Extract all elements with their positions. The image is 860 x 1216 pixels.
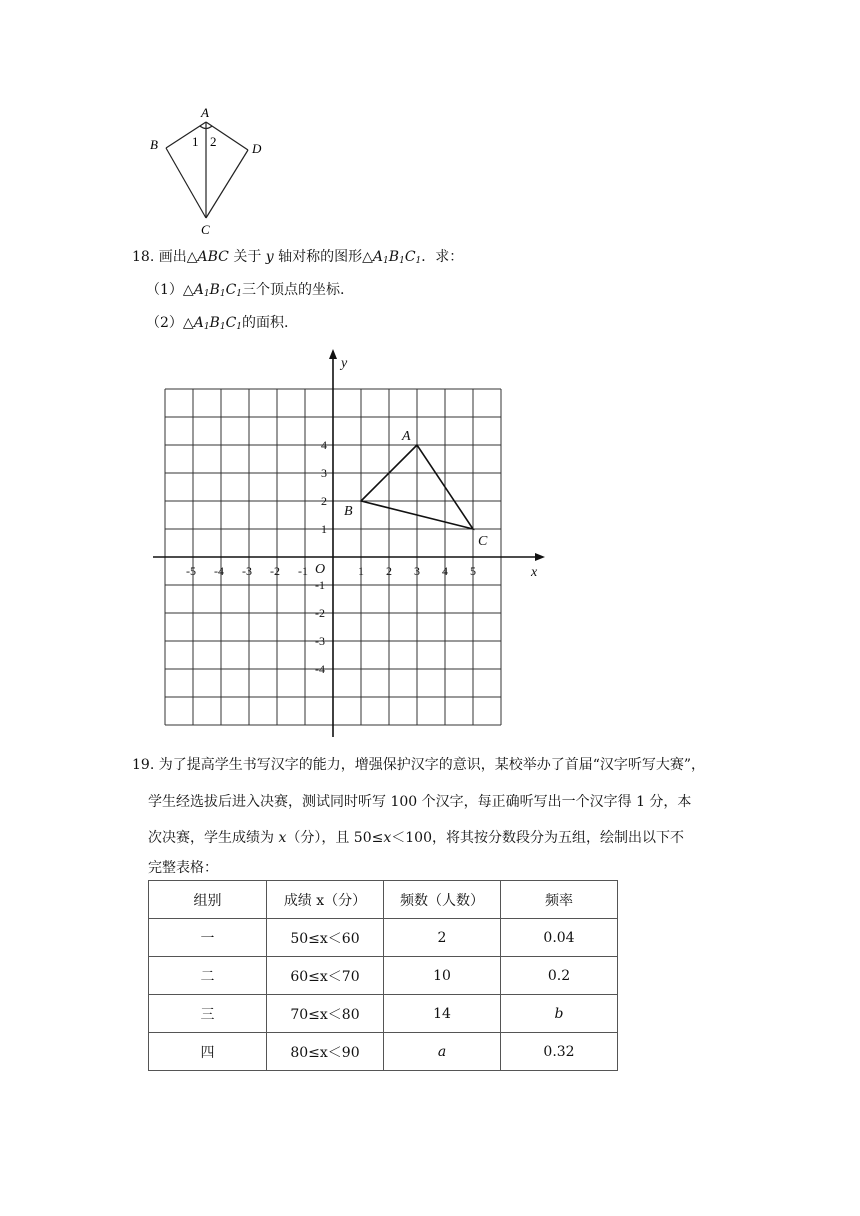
q18-part1 [146, 280, 344, 304]
y-axis-label: y [341, 356, 348, 371]
kite-label-c: C [201, 222, 210, 237]
q19-line-2: 学生经选拔后进入决赛，测试同时听写 100 个汉字，每正确听写出一个汉字得 1 分，本 [148, 794, 692, 810]
q19-stem [132, 755, 705, 775]
table-cell: 0.2 [501, 957, 618, 995]
table-cell: 0.04 [501, 919, 618, 957]
q18-stem [132, 247, 463, 271]
table-header-cell: 组别 [149, 881, 267, 919]
q18-stem-mid: 关于 [228, 249, 266, 265]
x-tick-label: -5 [186, 564, 196, 578]
table-cell: 80≤x＜90 [267, 1033, 384, 1071]
q19-var-x1: x [278, 830, 287, 846]
y-tick-label: 4 [321, 438, 327, 452]
table-cell: 70≤x＜80 [267, 995, 384, 1033]
q18-part1-prefix: （1）△ [146, 282, 194, 298]
table-cell: 10 [384, 957, 501, 995]
table-row [149, 919, 618, 957]
table-header-row [149, 881, 618, 919]
y-tick-label: 2 [321, 494, 327, 508]
q18-stem-pre: 画出△ [158, 249, 198, 265]
q18-stem-y: y [265, 249, 274, 265]
labels-layer [186, 356, 538, 676]
table-cell: 60≤x＜70 [267, 957, 384, 995]
x-tick-label: -1 [298, 564, 308, 578]
y-tick-label: -1 [315, 578, 325, 592]
q18-number: 18. [132, 249, 155, 265]
table-cell: 一 [149, 919, 267, 957]
table-cell: 三 [149, 995, 267, 1033]
table-cell: a [384, 1033, 501, 1071]
y-tick-label: -4 [315, 662, 325, 676]
y-tick-label: -3 [315, 634, 325, 648]
q18-part2-suffix: 的面积. [242, 315, 289, 331]
q18-stem-post: 轴对称的图形△ [273, 249, 373, 265]
table-cell: 50≤x＜60 [267, 919, 384, 957]
q19-var-x2: x [383, 830, 392, 846]
vertex-label-b: B [344, 504, 353, 519]
x-axis-arrow [535, 553, 545, 561]
q18-stem-end: ．求： [421, 249, 464, 265]
table-row [149, 1033, 618, 1071]
table-cell: 2 [384, 919, 501, 957]
x-tick-label: -2 [270, 564, 280, 578]
edge-bc [166, 148, 206, 218]
y-tick-label: 1 [321, 522, 327, 536]
table-cell: 四 [149, 1033, 267, 1071]
table-cell: 14 [384, 995, 501, 1033]
x-tick-label: 3 [414, 564, 420, 578]
q19-line-3 [148, 828, 684, 848]
kite-angle-1: 1 [192, 134, 199, 149]
x-axis-label: x [531, 565, 538, 580]
q18-a1: $A_1B_1C_1$ [372, 249, 422, 266]
coordinate-grid-figure [145, 345, 555, 740]
table-cell: 0.32 [501, 1033, 618, 1071]
q19-line-3b: （分），且 50≤ [286, 830, 384, 846]
vertex-label-a: A [402, 429, 411, 444]
x-tick-label: -4 [214, 564, 224, 578]
kite-angle-2: 2 [210, 134, 217, 149]
kite-label-b: B [150, 137, 158, 152]
x-tick-label: 4 [442, 564, 448, 578]
kite-figure [140, 100, 280, 240]
y-tick-label: 3 [321, 466, 327, 480]
kite-label-a: A [201, 105, 209, 120]
x-tick-label: 1 [358, 564, 364, 578]
q18-stem-abc: ABC [197, 249, 229, 265]
table-cell: b [501, 995, 618, 1033]
q19-line-1: 19. 为了提高学生书写汉字的能力，增强保护汉字的意识，某校举办了首届“汉字听写大赛”， [132, 757, 706, 773]
x-tick-label: 2 [386, 564, 392, 578]
x-tick-label: -3 [242, 564, 252, 578]
kite-label-d: D [252, 141, 262, 156]
q18-part2 [146, 313, 288, 337]
q19-line-3c: ＜100，将其按分数段分为五组，绘制出以下不 [391, 830, 684, 846]
table-header-cell: 成绩 x（分） [267, 881, 384, 919]
table-row [149, 957, 618, 995]
edge-ab [166, 122, 206, 148]
table-cell: 二 [149, 957, 267, 995]
y-axis-arrow [329, 349, 337, 359]
edge-dc [206, 150, 248, 218]
table-header-cell: 频数（人数） [384, 881, 501, 919]
x-tick-label: 5 [470, 564, 476, 578]
q18-part2-tri: $A_1B_1C_1$ [193, 315, 243, 332]
q19-line-3a: 次决赛，学生成绩为 [148, 830, 279, 846]
q19-line-4: 完整表格： [148, 860, 218, 876]
y-tick-label: -2 [315, 606, 325, 620]
score-frequency-table [148, 880, 618, 1071]
table-header-cell: 频率 [501, 881, 618, 919]
origin-label: O [315, 562, 326, 577]
table-row [149, 995, 618, 1033]
q18-part1-suffix: 三个顶点的坐标. [242, 282, 345, 298]
vertex-label-c: C [478, 534, 488, 549]
q18-part2-prefix: （2）△ [146, 315, 194, 331]
q18-part1-tri: $A_1B_1C_1$ [193, 282, 243, 299]
